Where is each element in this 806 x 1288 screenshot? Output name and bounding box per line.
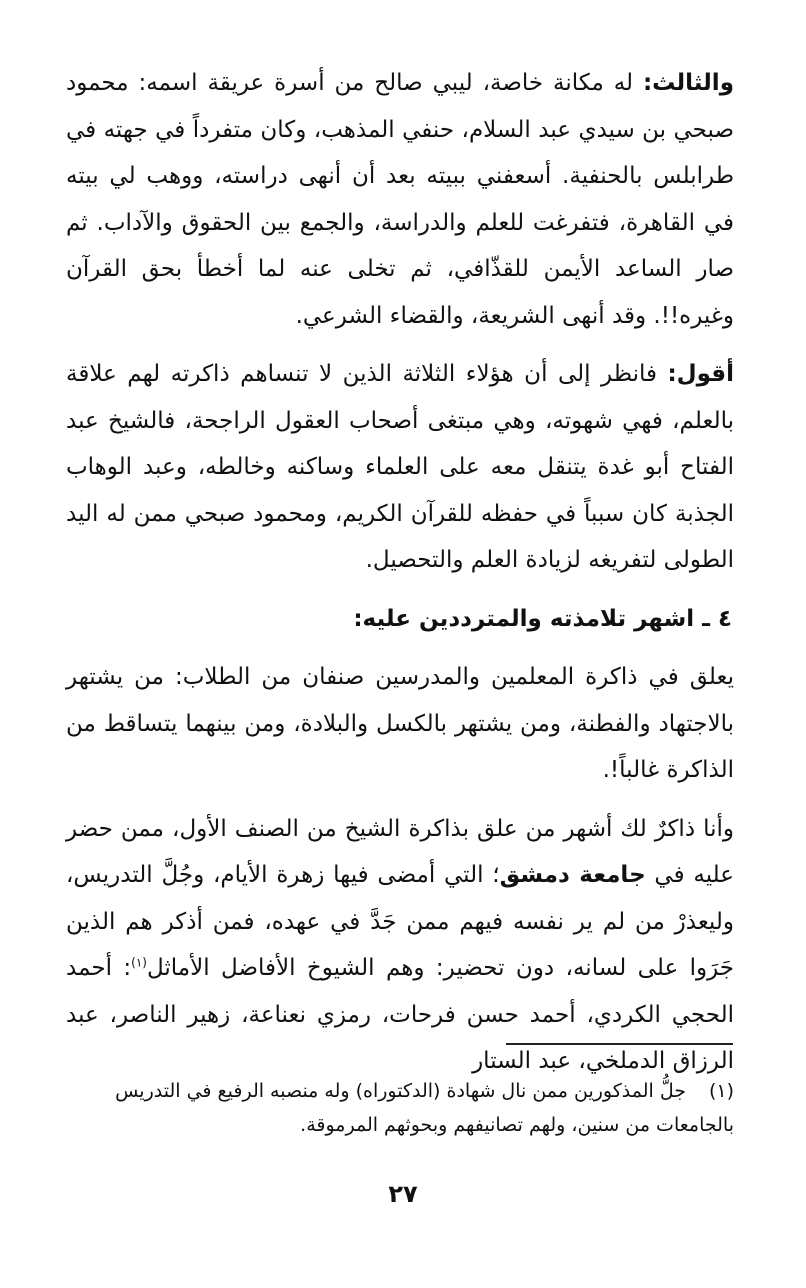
paragraph-lead: أقول: (667, 361, 734, 387)
paragraph-gap (66, 339, 734, 351)
paragraph-text: : أحمد الحجي الكردي، أحمد حسن فرحات، رمزي نعناعة، زهير الناصر، عبد الرزاق الدملخي، عبد الستار (66, 955, 734, 1074)
paragraph-gap (66, 794, 734, 806)
university-name: جامعة دمشق (499, 862, 646, 888)
footnote-line: جلُّ المذكورين ممن نال شهادة (الدكتوراه) وله منصبه الرفيع في التدريس (115, 1080, 686, 1102)
section-heading: ٤ ـ اشهر تلامذته والمترددين عليه: (353, 605, 732, 632)
paragraph-lead: والثالث: (642, 70, 734, 96)
footnote-number: (١) (708, 1080, 734, 1102)
main-text (66, 60, 734, 1085)
paragraph-third-teacher (66, 60, 734, 339)
paragraph-reflection (66, 351, 734, 584)
footnote-reference[interactable]: (١) (131, 955, 147, 970)
paragraph-text: ؛ التي أمضى فيها زهرة الأيام، وجُلَّ التدريس، وليعذرْ من لم ير نفسه فيهم ممن جَدَّ في عهده، فمن أذكر هم الذين جَرَوا على لسانه، دون تحضير: وهم الشيوخ الأفاضل الأماثل (66, 862, 734, 981)
paragraph-text: وأنا ذاكرٌ لك أشهر من علق بذاكرة الشيخ من الصنف الأول، ممن حضر عليه في (66, 815, 734, 888)
paragraph-text: فانظر إلى أن هؤلاء الثلاثة الذين لا تنساهم ذاكرته لهم علاقة بالعلم، فهي شهوته، وهي مبتغى أصحاب العقول الراجحة، فالشيخ عبد الفتاح أبو غدة يتنقل معه على العلماء وساكنه وخالطه، وعبد الوهاب الجذبة كان سبباً في حفظه للقرآن الكريم، ومحمود صبحي ممن له اليد الطولى لتفريغه لزيادة العلم والتحصيل. (66, 361, 734, 573)
paragraph-gap (66, 642, 734, 654)
paragraph-gap (66, 584, 734, 596)
footnote-line: بالجامعات من سنين، ولهم تصانيفهم وبحوثهم المرموقة. (300, 1114, 734, 1136)
paragraph-text: له مكانة خاصة، ليبي صالح من أسرة عريقة اسمه: محمود صبحي بن سيدي عبد السلام، حنفي المذهب، وكان متفرداً في جهته في طرابلس بالحنفية. أسعفني ببيته بعد أن أنهى دراسته، ووهب لي بيته في القاهرة، فتفرغت للعلم والدراسة، والجمع بين الحقوق والآداب. ثم صار الساعد الأيمن للقذّافي، ثم تخلى عنه لما أخطأ بحق القرآن وغيره!!. وقد أنهى الشريعة، والقضاء الشرعي. (66, 70, 734, 329)
page-number: ٢٧ (388, 1180, 418, 1208)
footnote-separator (506, 1043, 733, 1045)
footnote (70, 1074, 734, 1142)
paragraph-students: يعلق في ذاكرة المعلمين والمدرسين صنفان من الطلاب: من يشتهر بالاجتهاد والفطنة، ومن يشتهر بالكسل والبلادة، ومن بينهما يتساقط من الذاكرة غالباً!. (66, 664, 734, 783)
